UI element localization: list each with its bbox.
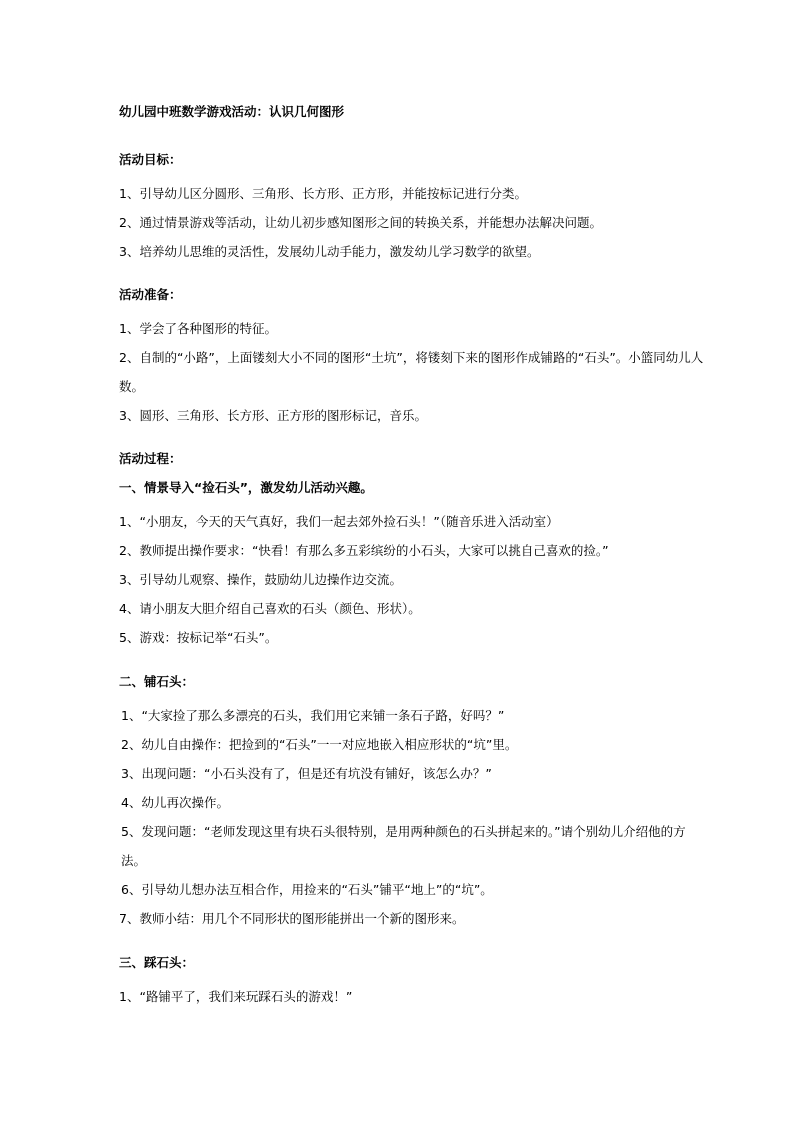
part1-item: 1、“小朋友，今天的天气真好，我们一起去郊外捡石头！”（随音乐进入活动室） — [119, 514, 559, 529]
part3-item: 1、“路铺平了，我们来玩踩石头的游戏！” — [119, 989, 353, 1004]
prep-item: 1、学会了各种图形的特征。 — [119, 321, 277, 336]
prep-heading: 活动准备： — [119, 287, 182, 302]
part2-item: 4、幼儿再次操作。 — [121, 795, 229, 810]
part2-section — [119, 672, 709, 933]
part2-item: 7、教师小结：用几个不同形状的图形能拼出一个新的图形来。 — [119, 911, 465, 926]
part2-item: 6、引导幼儿想办法互相合作，用捡来的“石头”铺平“地上”的“坑”。 — [121, 882, 493, 897]
goals-section — [119, 150, 709, 266]
prep-item: 2、自制的“小路”，上面镂刻大小不同的图形“土坑”，将镂刻下来的图形作成铺路的“石头”。小篮同幼儿人数。 — [119, 350, 704, 394]
prep-section — [119, 285, 709, 430]
part3-section — [119, 953, 709, 1011]
part1-heading: 一、情景导入“捡石头”，激发幼儿活动兴趣。 — [119, 480, 373, 495]
part2-item: 3、出现问题：“小石头没有了，但是还有坑没有铺好，该怎么办？” — [121, 766, 492, 781]
goal-item: 1、引导幼儿区分圆形、三角形、长方形、正方形，并能按标记进行分类。 — [119, 186, 527, 201]
part2-heading: 二、铺石头： — [119, 674, 195, 689]
part2-item: 5、发现问题：“老师发现这里有块石头很特别，是用两种颜色的石头拼起来的。”请个别幼儿介绍他的方法。 — [121, 824, 686, 868]
process-heading: 活动过程： — [119, 451, 182, 466]
part3-heading: 三、踩石头： — [119, 955, 195, 970]
goal-item: 2、通过情景游戏等活动，让幼儿初步感知图形之间的转换关系，并能想办法解决问题。 — [119, 215, 602, 230]
document-title: 幼儿园中班数学游戏活动：认识几何图形 — [119, 104, 345, 119]
goal-item: 3、培养幼儿思维的灵活性，发展幼儿动手能力，激发幼儿学习数学的欲望。 — [119, 244, 540, 259]
part1-item: 5、游戏：按标记举“石头”。 — [119, 630, 278, 645]
part2-item: 2、幼儿自由操作：把捡到的“石头”一一对应地嵌入相应形状的“坑”里。 — [121, 737, 518, 752]
part1-item: 2、教师提出操作要求：“快看！有那么多五彩缤纷的小石头，大家可以挑自己喜欢的捡。” — [119, 543, 609, 558]
process-section — [119, 449, 709, 652]
part1-item: 3、引导幼儿观察、操作，鼓励幼儿边操作边交流。 — [119, 572, 402, 587]
prep-item: 3、圆形、三角形、长方形、正方形的图形标记，音乐。 — [119, 408, 427, 423]
part2-item: 1、“大家捡了那么多漂亮的石头，我们用它来铺一条石子路，好吗？” — [121, 708, 505, 723]
goals-heading: 活动目标： — [119, 152, 182, 167]
part1-item: 4、请小朋友大胆介绍自己喜欢的石头（颜色、形状）。 — [119, 601, 421, 616]
